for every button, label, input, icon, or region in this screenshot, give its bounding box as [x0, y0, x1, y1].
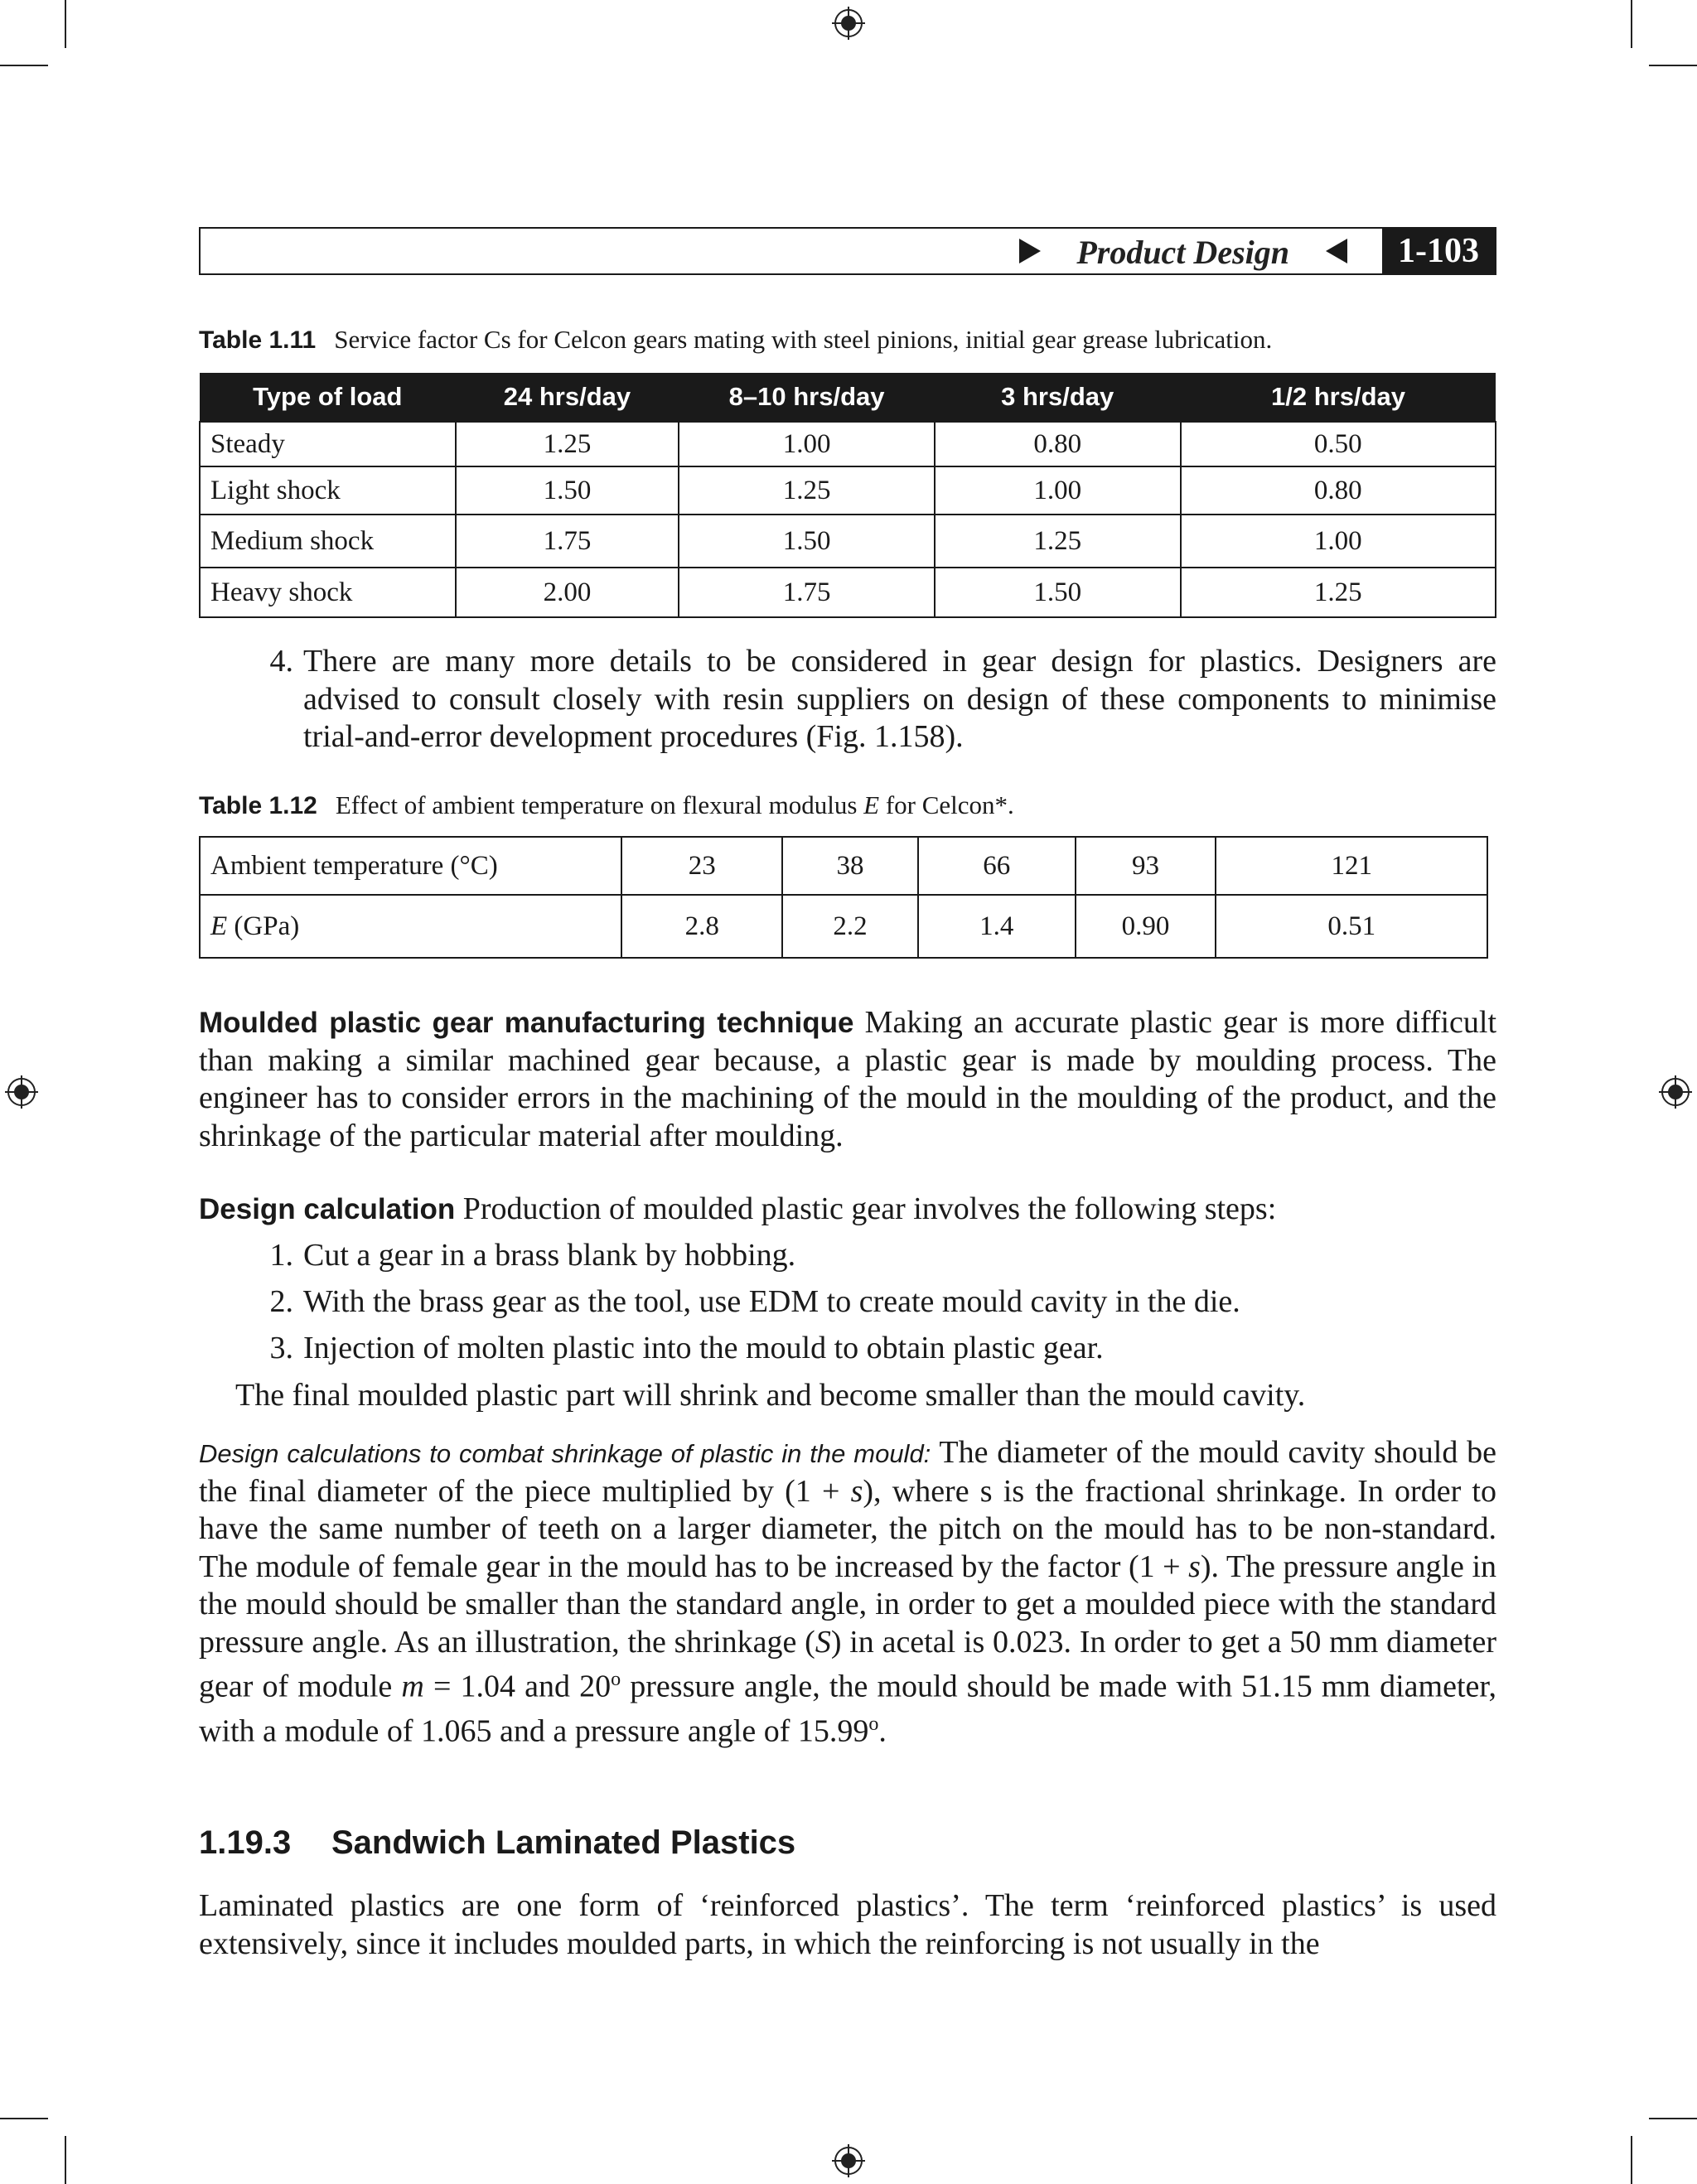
column-header: 3 hrs/day [935, 373, 1181, 422]
table-cell: 2.00 [456, 568, 679, 617]
paragraph-text: Making an accurate plastic gear is more difficult than making a similar machined gear because, a plastic gear is made by moulding process. The engineer has to consider errors in the machining of the mould in the moulding of the product, and the shrinkage of the particular material after moulding. [199, 1005, 1497, 1153]
degree-superscript: o [868, 1713, 879, 1736]
registration-mark-icon [1659, 1075, 1692, 1109]
table-label: Table 1.12 [199, 792, 317, 819]
crop-mark [1631, 0, 1632, 48]
table-cell: 1.50 [935, 568, 1181, 617]
table-cell: 1.00 [1181, 515, 1496, 568]
flexural-modulus-table [199, 836, 1488, 959]
crop-mark [1631, 2136, 1632, 2184]
table-row [200, 466, 1496, 515]
table-cell: 1.50 [679, 515, 935, 568]
table-cell: Steady [200, 422, 456, 466]
list-item-number: 4. [269, 644, 293, 679]
section-title: Sandwich Laminated Plastics [331, 1824, 796, 1861]
header-title: Product Design [1076, 234, 1289, 271]
moulded-gear-paragraph [199, 1004, 1496, 1155]
list-item-text: With the brass gear as the tool, use EDM to create mould cavity in the die. [303, 1284, 1240, 1319]
table-cell: 93 [1076, 837, 1216, 895]
paragraph-text: . [878, 1713, 887, 1749]
table-cell: 38 [782, 837, 918, 895]
paragraph-text: ). The pressure angle in the mould should be smaller than the standard angle, in order to get a moulded piece with the standard pressure angle. As an illustration, the shrinkage ( [199, 1549, 1497, 1660]
registration-mark-icon [5, 1075, 38, 1109]
table-cell: 0.51 [1216, 895, 1487, 958]
table-cell: 1.75 [456, 515, 679, 568]
table-label: Table 1.11 [199, 326, 317, 354]
paragraph-text: Production of moulded plastic gear involves the following steps: [455, 1191, 1277, 1226]
table-cell: 1.00 [935, 466, 1181, 515]
table-row [200, 422, 1496, 466]
table-caption [199, 790, 1014, 820]
list-item-number: 1. [269, 1238, 293, 1273]
page-number: 1-103 [1382, 227, 1495, 275]
laminated-paragraph: Laminated plastics are one form of ‘reinforced plastics’. The term ‘reinforced plastics’ is used extensively, since it includes moulded parts, in which the reinforcing is not usually in the [199, 1888, 1496, 1961]
crop-mark [65, 0, 66, 48]
table-cell: 1.00 [679, 422, 935, 466]
table-cell: 0.80 [1181, 466, 1496, 515]
table-cell: Heavy shock [200, 568, 456, 617]
table-caption [199, 325, 1272, 355]
variable-e: E [863, 790, 880, 819]
registration-mark-icon [832, 7, 865, 40]
section-number: 1.19.3 [199, 1824, 292, 1861]
table-row [200, 515, 1496, 568]
table-cell: 66 [918, 837, 1076, 895]
list-item-number: 2. [269, 1284, 293, 1319]
paragraph-text: pressure angle, the mould should be made with 51.15 mm diameter, with a module of 1.065 and a pressure angle of 15.99 [199, 1669, 1497, 1749]
crop-mark [0, 65, 48, 66]
design-calculation-paragraph [199, 1191, 1496, 1229]
table-cell: 0.80 [935, 422, 1181, 466]
paragraph-text: ) in acetal is 0.023. In order to get a 50 mm diameter gear of module [199, 1624, 1496, 1704]
table-caption-text: Effect of ambient temperature on flexural modulus [335, 790, 864, 819]
table-cell: 1.25 [679, 466, 935, 515]
row-label: Ambient temperature (°C) [200, 837, 621, 895]
degree-superscript: o [611, 1669, 621, 1690]
table-cell: Light shock [200, 466, 456, 515]
table-row [200, 837, 1487, 895]
crop-mark [1649, 2118, 1697, 2119]
run-in-heading: Design calculation [199, 1193, 456, 1225]
variable-m: m [401, 1669, 424, 1704]
table-cell: 2.2 [782, 895, 918, 958]
table-cell: 1.25 [1181, 568, 1496, 617]
table-row [200, 895, 1487, 958]
list-item [269, 1330, 1496, 1368]
closing-sentence: The final moulded plastic part will shrink and become smaller than the mould cavity. [235, 1378, 1306, 1413]
row-label-text: (GPa) [227, 911, 300, 941]
paragraph-text: The diameter of the mould cavity should be the final diameter of the piece multiplied by (1 + [199, 1435, 1496, 1509]
registration-mark-icon [832, 2144, 865, 2177]
running-header [199, 227, 1496, 275]
column-header: 24 hrs/day [456, 373, 679, 422]
variable-s: s [1188, 1549, 1201, 1584]
triangle-left-icon [1326, 239, 1347, 263]
table-row [200, 568, 1496, 617]
table-cell: 0.90 [1076, 895, 1216, 958]
paragraph-text: = 1.04 and 20 [423, 1669, 612, 1704]
table-caption-text: Service factor Cs for Celcon gears mating with steel pinions, initial gear grease lubrication. [334, 325, 1273, 354]
table-cell: 23 [621, 837, 782, 895]
variable-S: S [815, 1624, 831, 1660]
table-cell: Medium shock [200, 515, 456, 568]
triangle-right-icon [1019, 239, 1041, 263]
service-factor-table [199, 373, 1496, 618]
run-in-heading: Moulded plastic gear manufacturing technique [199, 1007, 854, 1039]
column-header: 8–10 hrs/day [679, 373, 935, 422]
list-item-text: There are many more details to be considered in gear design for plastics. Designers are advised to consult closely with resin suppliers on design of these components to minimise trial-and-error development procedures (Fig. 1.158). [303, 644, 1496, 754]
column-header: Type of load [200, 373, 456, 422]
row-label [200, 895, 621, 958]
list-item [269, 1283, 1496, 1322]
list-item-text: Injection of molten plastic into the mould to obtain plastic gear. [303, 1331, 1104, 1365]
shrinkage-paragraph [199, 1434, 1496, 1751]
list-item-text: Cut a gear in a brass blank by hobbing. [303, 1238, 796, 1273]
crop-mark [65, 2136, 66, 2184]
table-cell: 121 [1216, 837, 1487, 895]
list-item-number: 3. [269, 1331, 293, 1365]
list-item [269, 1237, 1496, 1275]
list-item [269, 643, 1496, 756]
table-cell: 1.25 [456, 422, 679, 466]
variable-e: E [210, 911, 228, 941]
crop-mark [0, 2118, 48, 2119]
table-caption-text: for Celcon*. [879, 790, 1014, 819]
column-header: 1/2 hrs/day [1181, 373, 1496, 422]
table-cell: 1.50 [456, 466, 679, 515]
table-cell: 0.50 [1181, 422, 1496, 466]
section-heading [199, 1824, 795, 1862]
table-header-row [200, 373, 1496, 422]
paragraph-text: ), where s is the fractional shrinkage. In order to have the same number of teeth on a larger diameter, the pitch on the mould has to be non-standard. The module of female gear in the mould has to be increased by the factor (1 + [199, 1473, 1496, 1584]
table-cell: 2.8 [621, 895, 782, 958]
variable-s: s [850, 1473, 863, 1509]
table-cell: 1.75 [679, 568, 935, 617]
table-cell: 1.25 [935, 515, 1181, 568]
crop-mark [1649, 65, 1697, 66]
table-cell: 1.4 [918, 895, 1076, 958]
run-in-heading: Design calculations to combat shrinkage of plastic in the mould: [199, 1439, 931, 1468]
